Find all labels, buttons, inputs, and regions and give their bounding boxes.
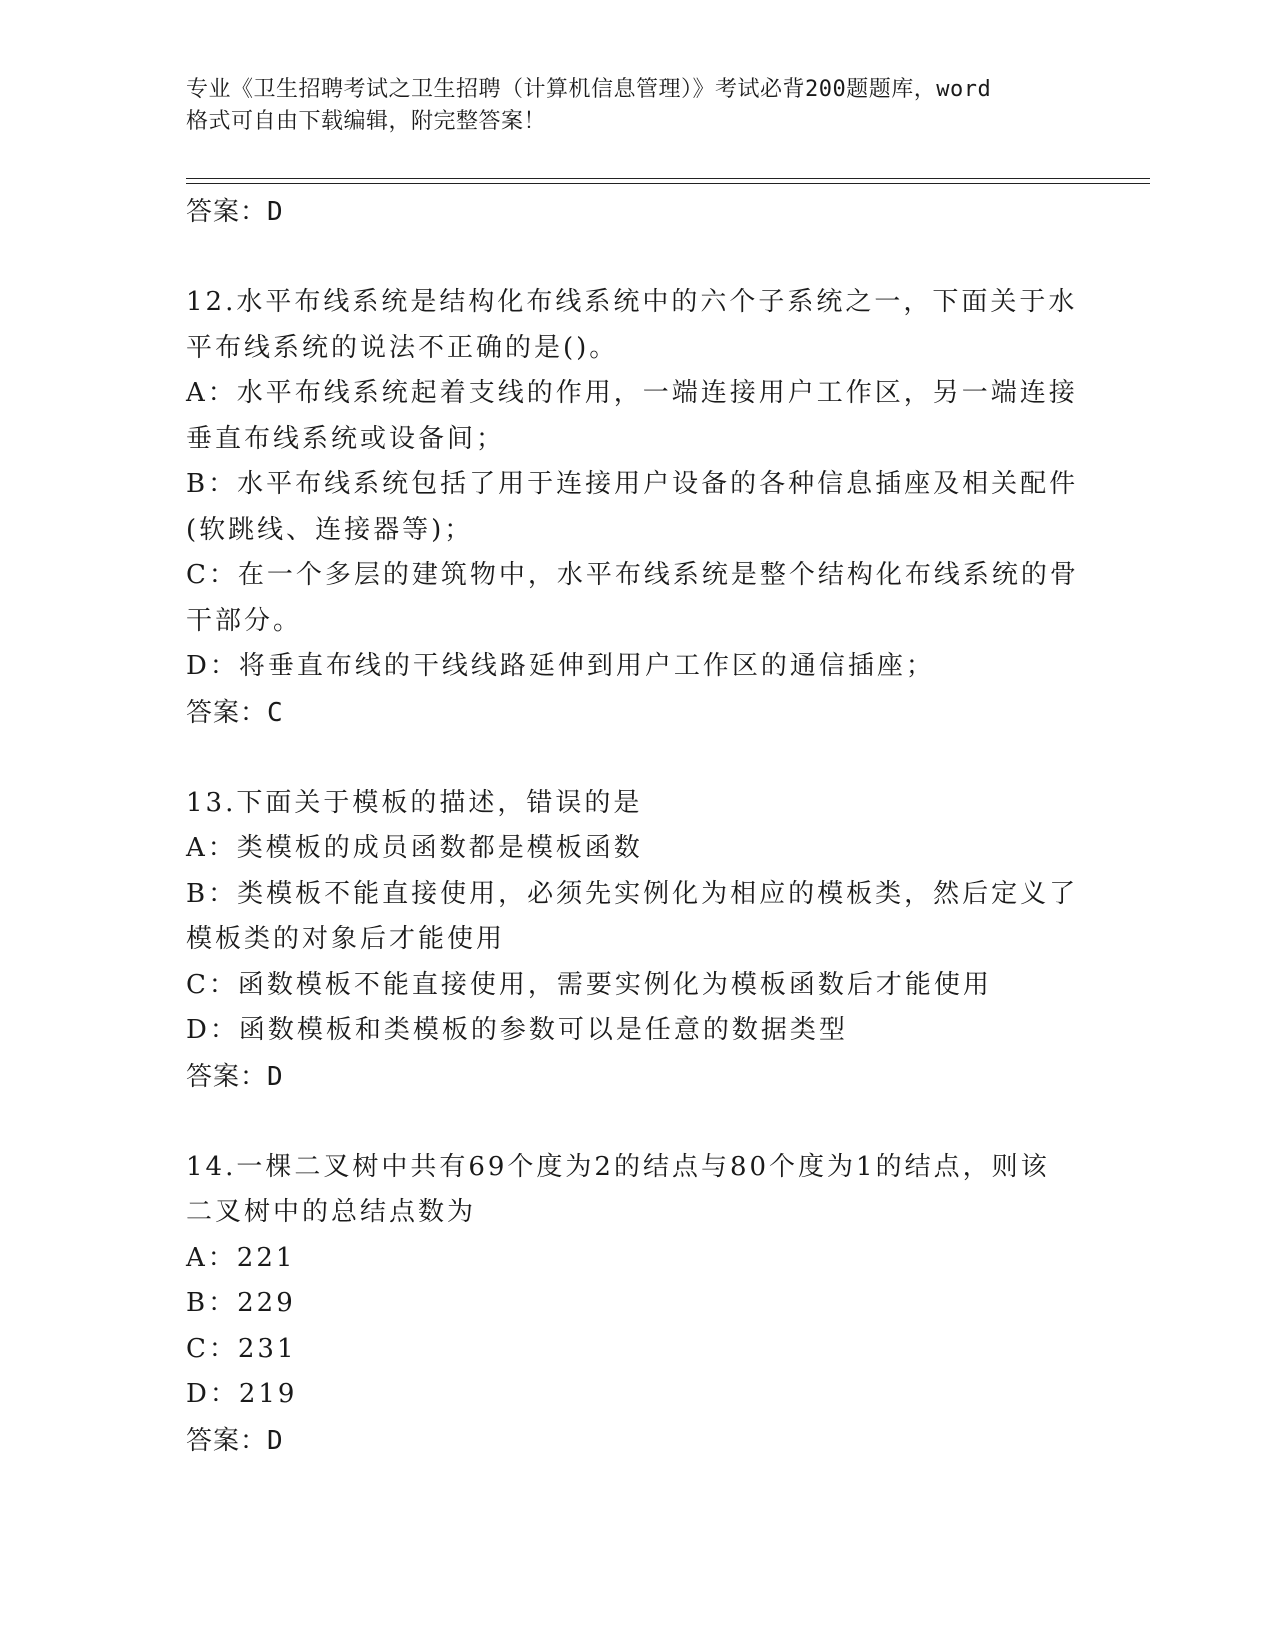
answer-previous: 答案：D bbox=[186, 197, 284, 227]
spacer bbox=[186, 1100, 1086, 1145]
question-13-option-c-1: C：函数模板不能直接使用，需要实例化为模板函数后才能使用 bbox=[186, 969, 992, 1000]
question-13-option-b-2: 模板类的对象后才能使用 bbox=[186, 924, 506, 954]
question-13-option-d-1: D：函数模板和类模板的参数可以是任意的数据类型 bbox=[186, 1015, 848, 1045]
header-line-1: 专业《卫生招聘考试之卫生招聘（计算机信息管理）》考试必背200题题库，word bbox=[186, 77, 992, 102]
question-13-answer: 答案：D bbox=[186, 1061, 284, 1092]
question-14-text-1: 14.一棵二叉树中共有69个度为2的结点与80个度为1的结点，则该 bbox=[186, 1151, 1050, 1182]
question-14-option-b: B：229 bbox=[186, 1288, 296, 1318]
spacer bbox=[186, 235, 1086, 280]
question-14-option-d: D：219 bbox=[186, 1379, 298, 1409]
question-list bbox=[186, 189, 1086, 1464]
question-14 bbox=[186, 1145, 1086, 1464]
question-12-option-a-1: A：水平布线系统起着支线的作用，一端连接用户工作区，另一端连接 bbox=[186, 378, 1078, 408]
question-14-option-a: A：221 bbox=[186, 1242, 296, 1273]
document-header bbox=[186, 74, 1086, 138]
header-line-2: 格式可自由下载编辑，附完整答案！ bbox=[186, 109, 547, 134]
question-12-answer: 答案：C bbox=[186, 697, 284, 728]
question-12 bbox=[186, 280, 1086, 736]
question-12-text-2: 平布线系统的说法不正确的是()。 bbox=[186, 332, 619, 363]
question-12-text-1: 12.水平布线系统是结构化布线系统中的六个子系统之一，下面关于水 bbox=[186, 287, 1078, 317]
question-13-option-b-1: B：类模板不能直接使用，必须先实例化为相应的模板类，然后定义了 bbox=[186, 878, 1079, 909]
question-12-option-a-2: 垂直布线系统或设备间； bbox=[186, 423, 506, 454]
question-12-option-d-1: D：将垂直布线的干线线路延伸到用户工作区的通信插座； bbox=[186, 651, 935, 681]
question-12-option-c-1: C：在一个多层的建筑物中，水平布线系统是整个结构化布线系统的骨 bbox=[186, 560, 1079, 590]
question-14-answer: 答案：D bbox=[186, 1425, 284, 1456]
question-12-option-b-1: B：水平布线系统包括了用于连接用户设备的各种信息插座及相关配件 bbox=[186, 469, 1079, 499]
header-rule-top bbox=[186, 178, 1150, 179]
question-13 bbox=[186, 781, 1086, 1100]
question-12-option-c-2: 干部分。 bbox=[186, 605, 303, 636]
question-14-text-2: 二叉树中的总结点数为 bbox=[186, 1197, 477, 1227]
question-12-option-b-2: (软跳线、连接器等)； bbox=[186, 514, 474, 545]
question-13-option-a-1: A：类模板的成员函数都是模板函数 bbox=[186, 833, 643, 863]
question-14-option-c: C：231 bbox=[186, 1333, 297, 1364]
question-13-text-1: 13.下面关于模板的描述，错误的是 bbox=[186, 787, 643, 818]
header-rule-bottom bbox=[186, 183, 1150, 184]
spacer bbox=[186, 736, 1086, 781]
